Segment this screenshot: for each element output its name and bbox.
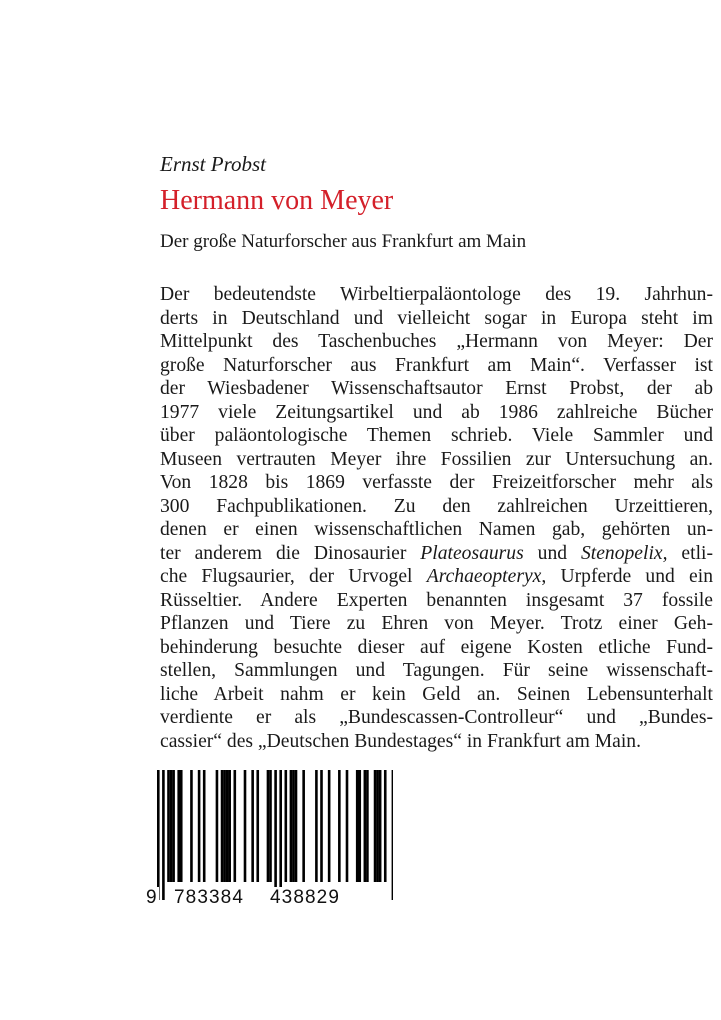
blurb-line: che Flugsaurier, der Urvogel Archaeopteryx, Urpferde und ein <box>160 566 713 587</box>
blurb-line: Pflanzen und Tiere zu Ehren von Meyer. Trotz einer Geh- <box>160 613 713 634</box>
blurb-line: Museen vertrauten Meyer ihre Fossilien zur Untersuchung an. <box>160 448 713 470</box>
blurb-line: über paläontologische Themen schrieb. Viele Sammler und <box>160 425 713 446</box>
barcode-digits-right: 438829 <box>270 887 341 908</box>
barcode-bar <box>285 770 288 882</box>
barcode-bar <box>376 770 379 882</box>
barcode-bar <box>170 770 173 882</box>
blurb-line: der Wiesbadener Wissenschaftsautor Ernst Probst, der ab <box>160 378 713 399</box>
barcode-bar <box>251 770 254 882</box>
barcode-bar <box>328 770 331 882</box>
barcode-bar <box>315 770 318 882</box>
barcode-bar <box>198 770 201 882</box>
barcode-bar <box>226 770 229 882</box>
barcode-bar <box>162 770 165 900</box>
blurb-line: liche Arbeit nahm er kein Geld an. Seinen Lebensunterhalt <box>160 683 713 705</box>
isbn-barcode <box>143 770 393 910</box>
barcode-bar <box>267 770 270 882</box>
barcode-bar <box>167 770 170 882</box>
barcode-bar <box>216 770 219 882</box>
barcode-bar <box>228 770 231 882</box>
barcode-bar <box>302 770 305 882</box>
blurb-line: ter anderem die Dinosaurier Plateosaurus und Stenopelix, etli- <box>160 542 713 564</box>
blurb-line: Der bedeutendste Wirbeltierpaläontologe des 19. Jahrhun- <box>160 284 713 305</box>
barcode-bar <box>279 770 282 900</box>
blurb-line: behinderung besuchte dieser auf eigene Kosten etliche Fund- <box>160 636 713 658</box>
barcode-bar <box>364 770 367 882</box>
barcode-bar <box>346 770 349 882</box>
barcode-bar <box>356 770 359 882</box>
barcode-bar <box>384 770 387 882</box>
species-name: Archaeopteryx <box>426 566 542 587</box>
barcode-bar <box>180 770 183 882</box>
barcode-digits-left: 783384 <box>174 887 245 908</box>
barcode-bar <box>274 770 277 900</box>
author-name: Ernst Probst <box>160 152 266 176</box>
blurb-line: denen er einen wissenschaftlichen Namen gab, gehörten un- <box>160 519 713 540</box>
species-name: Plateosaurus <box>420 542 524 564</box>
barcode-bar <box>320 770 323 882</box>
barcode-bar <box>295 770 298 882</box>
blurb-line: cassier“ des „Deutschen Bundestages“ in Frankfurt am Main. <box>160 730 641 752</box>
barcode-bar <box>290 770 293 882</box>
blurb-line: Von 1828 bis 1869 verfasste der Freizeitforscher mehr als <box>160 472 713 493</box>
blurb-line: 300 Fachpublikationen. Zu den zahlreichen Urzeittieren, <box>160 495 713 517</box>
barcode-bar <box>256 770 259 882</box>
blurb-line: Rüsseltier. Andere Experten benannten insgesamt 37 fossile <box>160 589 713 611</box>
barcode-bar <box>379 770 382 882</box>
blurb-line: derts in Deutschland und vielleicht sogar in Europa steht im <box>160 307 713 329</box>
barcode-bar <box>269 770 272 882</box>
barcode-bar <box>292 770 295 882</box>
barcode-bar <box>221 770 224 882</box>
barcode-bar <box>172 770 175 882</box>
blurb-line: Mittelpunkt des Taschenbuches „Hermann von Meyer: Der <box>160 331 713 352</box>
barcode-bar <box>392 770 393 900</box>
barcode-bar <box>157 770 160 900</box>
barcode-bar <box>338 770 341 882</box>
barcode-bar <box>234 770 237 882</box>
barcode-bar <box>358 770 361 882</box>
barcode-bar <box>223 770 226 882</box>
barcode-bar <box>203 770 206 882</box>
barcode-bar <box>177 770 180 882</box>
blurb-line: stellen, Sammlungen und Tagungen. Für seine wissenschaft- <box>160 660 713 681</box>
barcode-bar <box>374 770 377 882</box>
barcode-digit-lead: 9 <box>146 887 158 908</box>
book-title: Hermann von Meyer <box>160 185 394 216</box>
blurb-line: große Naturforscher aus Frankfurt am Main“. Verfasser ist <box>160 354 713 376</box>
book-subtitle: Der große Naturforscher aus Frankfurt am Main <box>160 231 527 252</box>
barcode-bar <box>190 770 193 882</box>
barcode-bar <box>366 770 369 882</box>
blurb-line: verdiente er als „Bundescassen-Controlleur“ und „Bundes- <box>160 707 713 728</box>
blurb-text <box>160 283 713 753</box>
blurb-line: 1977 viele Zeitungsartikel und ab 1986 zahlreiche Bücher <box>160 401 713 423</box>
barcode-bar <box>244 770 247 882</box>
species-name: Stenopelix, <box>580 542 668 564</box>
